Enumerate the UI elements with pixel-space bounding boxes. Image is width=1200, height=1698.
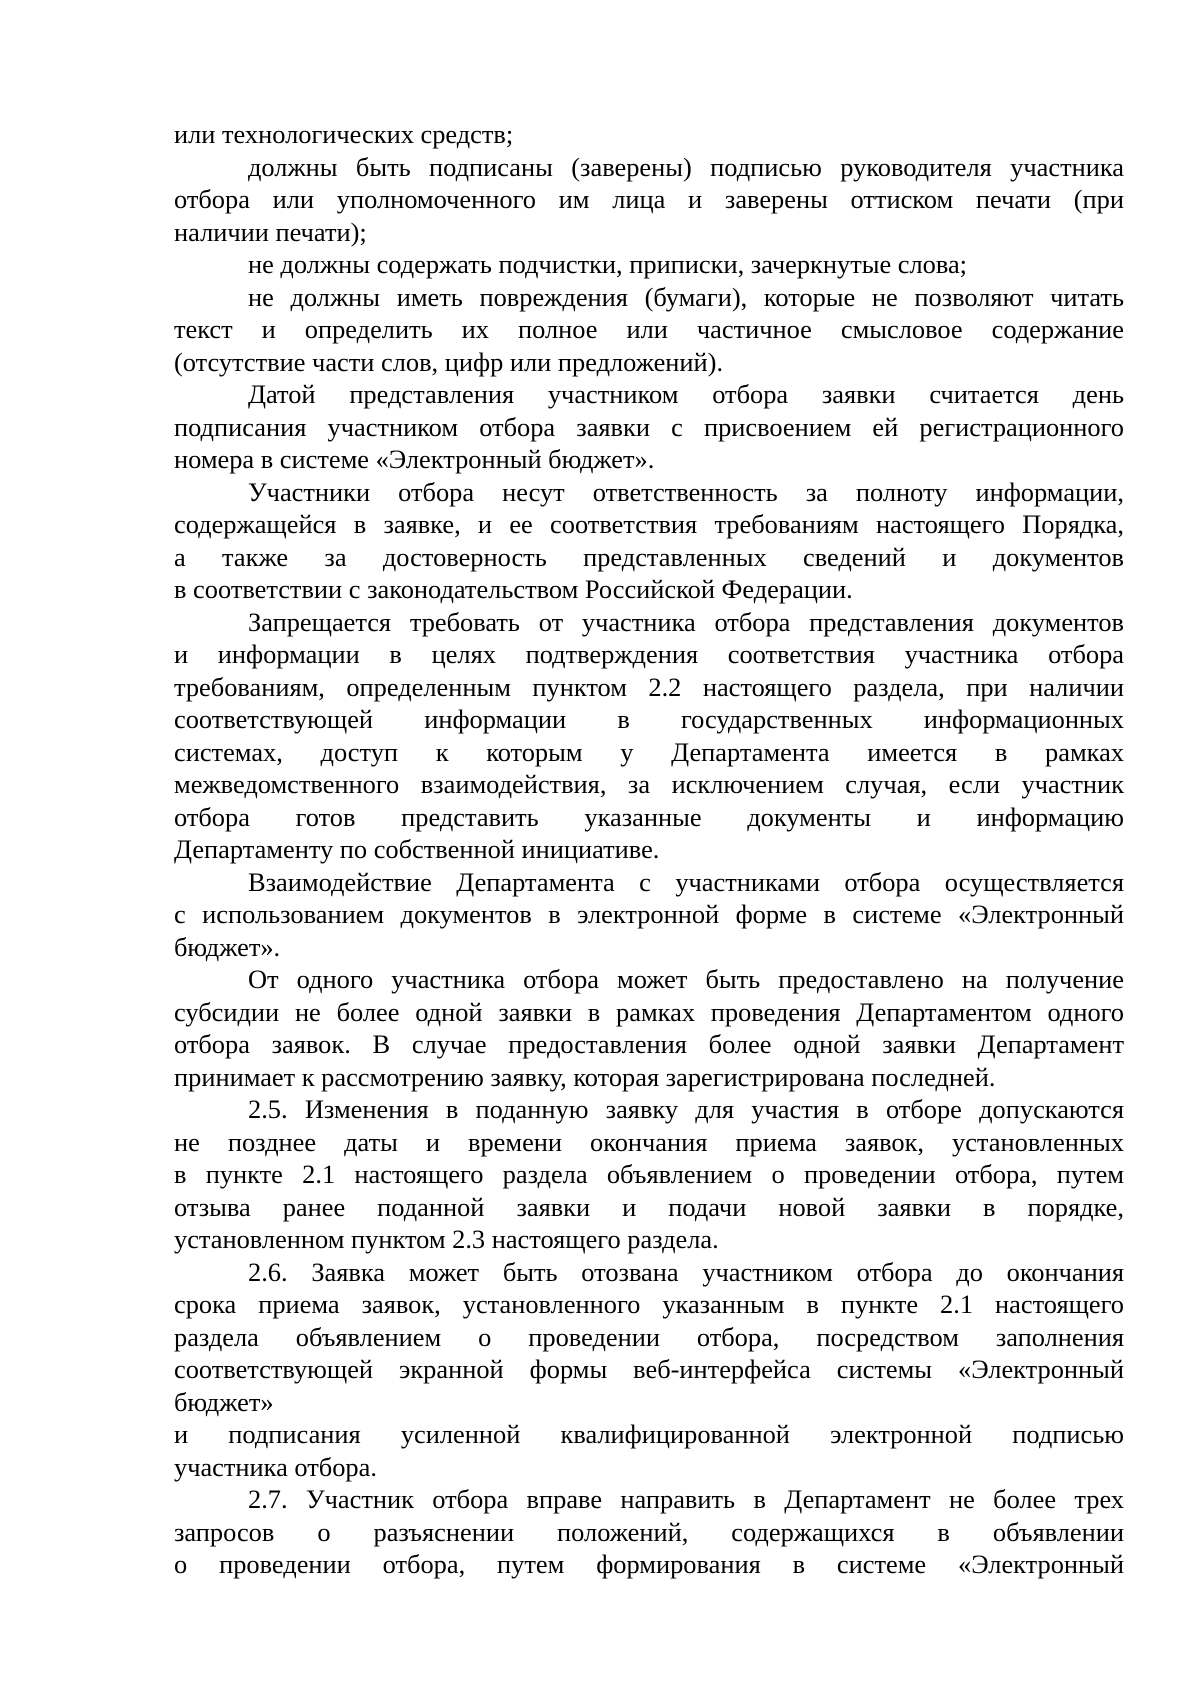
text-line: межведомственного взаимодействия, за исключением случая, если участник — [174, 769, 1124, 799]
text-line: участника отбора. — [174, 1451, 377, 1482]
text-line: должны быть подписаны (заверены) подписью руководителя участника — [248, 151, 1124, 182]
text-line: содержащейся в заявке, и ее соответствия требованиям настоящего Порядка, — [174, 509, 1124, 539]
text-line: Участники отбора несут ответственность за полноту информации, — [248, 476, 1124, 507]
text-line: с использованием документов в электронной форме в системе «Электронный — [174, 899, 1124, 929]
paragraph-p11 — [174, 1256, 1124, 1419]
text-line: Датой представления участником отбора заявки считается день — [248, 379, 1124, 409]
text-line: соответствующей экранной формы веб-интерфейса системы «Электронный — [174, 1354, 1124, 1384]
text-line: (отсутствие части слов, цифр или предложений). — [174, 346, 724, 377]
text-line: От одного участника отбора может быть предоставлено на получение — [248, 964, 1124, 994]
text-line: 2.6. Заявка может быть отозвана участником отбора до окончания — [248, 1256, 1124, 1287]
text-line: наличии печати); — [174, 216, 367, 247]
text-line: отбора готов представить указанные документы и информацию — [174, 801, 1124, 832]
text-line: запросов о разъяснении положений, содержащихся в объявлении — [174, 1516, 1124, 1547]
text-line: номера в системе «Электронный бюджет». — [174, 444, 655, 474]
paragraph-p3 — [174, 248, 1124, 281]
text-line: или технологических средств; — [174, 119, 514, 149]
text-line: раздела объявлением о проведении отбора, посредством заполнения — [174, 1321, 1124, 1352]
paragraph-p4 — [174, 281, 1124, 379]
text-line: не должны содержать подчистки, приписки, зачеркнутые слова; — [248, 249, 968, 279]
text-line: 2.5. Изменения в поданную заявку для участия в отборе допускаются — [248, 1094, 1124, 1124]
text-line: Взаимодействие Департамента с участниками отбора осуществляется — [248, 866, 1124, 897]
paragraph-p2 — [174, 151, 1124, 249]
text-line: требованиям, определенным пунктом 2.2 настоящего раздела, при наличии — [174, 671, 1124, 702]
document-body-text — [174, 118, 1124, 1581]
text-line: и информации в целях подтверждения соответствия участника отбора — [174, 639, 1124, 669]
text-line: 2.7. Участник отбора вправе направить в Департамент не более трех — [248, 1484, 1124, 1514]
text-line: не позднее даты и времени окончания приема заявок, установленных — [174, 1126, 1124, 1157]
text-line: отбора заявок. В случае предоставления более одной заявки Департамент — [174, 1029, 1124, 1059]
text-line: не должны иметь повреждения (бумаги), которые не позволяют читать — [248, 281, 1124, 312]
paragraph-p10 — [174, 1093, 1124, 1256]
text-line: о проведении отбора, путем формирования в системе «Электронный — [174, 1549, 1124, 1579]
paragraph-p1 — [174, 118, 1124, 151]
paragraph-p6 — [174, 476, 1124, 606]
text-line: отбора или уполномоченного им лица и заверены оттиском печати (при — [174, 184, 1124, 214]
text-line: установленном пунктом 2.3 настоящего раздела. — [174, 1224, 719, 1254]
text-line: соответствующей информации в государственных информационных — [174, 704, 1124, 734]
text-line: отзыва ранее поданной заявки и подачи новой заявки в порядке, — [174, 1191, 1124, 1222]
text-line: Запрещается требовать от участника отбора представления документов — [248, 606, 1124, 637]
paragraph-p8 — [174, 866, 1124, 964]
text-line: системах, доступ к которым у Департамента имеется в рамках — [174, 736, 1124, 767]
text-line: подписания участником отбора заявки с присвоением ей регистрационного — [174, 411, 1124, 442]
text-line: а также за достоверность представленных сведений и документов — [174, 541, 1124, 572]
paragraph-p7 — [174, 606, 1124, 866]
text-line: бюджет» — [174, 1386, 274, 1417]
paragraph-p13 — [174, 1483, 1124, 1581]
paragraph-p5 — [174, 378, 1124, 476]
text-line: срока приема заявок, установленного указанным в пункте 2.1 настоящего — [174, 1289, 1124, 1319]
text-line: бюджет». — [174, 931, 281, 962]
paragraph-p9 — [174, 963, 1124, 1093]
paragraph-p12 — [174, 1418, 1124, 1483]
text-line: в соответствии с законодательством Российской Федерации. — [174, 574, 853, 604]
text-line: текст и определить их полное или частичное смысловое содержание — [174, 314, 1124, 344]
text-line: и подписания усиленной квалифицированной электронной подписью — [174, 1419, 1124, 1449]
text-line: субсидии не более одной заявки в рамках проведения Департаментом одного — [174, 996, 1124, 1027]
text-line: в пункте 2.1 настоящего раздела объявлением о проведении отбора, путем — [174, 1159, 1124, 1189]
text-line: Департаменту по собственной инициативе. — [174, 834, 660, 864]
text-line: принимает к рассмотрению заявку, которая зарегистрирована последней. — [174, 1061, 996, 1092]
